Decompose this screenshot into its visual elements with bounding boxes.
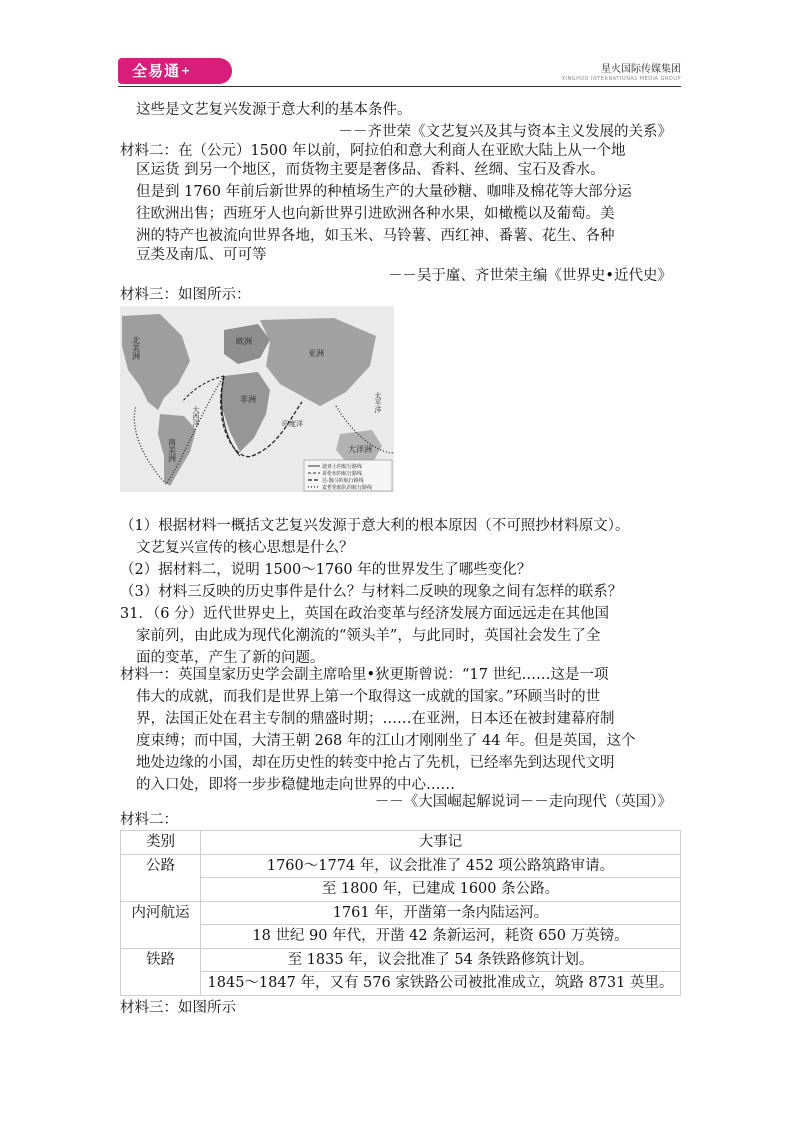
material-1-cont: 伟大的成就，而我们是世界上第一个取得这一成就的国家。”环顾当时的世 xyxy=(136,689,601,705)
event-cell: 18 世纪 90 年代，开凿 42 条新运河，耗资 650 万英镑。 xyxy=(201,925,681,949)
material-1-cont: 度束缚；而中国，大清王朝 268 年的江山才刚刚坐了 44 年。但是英国，这个 xyxy=(136,733,636,749)
category-cell: 铁路 xyxy=(121,948,201,995)
publisher-name xyxy=(562,60,681,82)
legend-da-gama: 达·伽马的航行路线 xyxy=(322,478,364,484)
voyage-route-map xyxy=(120,306,394,492)
table-row xyxy=(121,901,681,925)
material-1: 材料一：英国皇家历史学会副主席哈里•狄更斯曾说：“17 世纪……这是一项 xyxy=(120,667,609,683)
text-line: 区运货 到另一个地区，而货物主要是奢侈品、香料、丝绸、宝石及香水。 xyxy=(136,162,605,178)
table-row xyxy=(121,878,681,902)
event-cell: 1761 年，开凿第一条内陆运河。 xyxy=(201,901,681,925)
problem-31-cont: 家前列，由此成为现代化潮流的“领头羊”，与此同时，英国社会发生了全 xyxy=(136,628,601,644)
text-line: 材料二：在（公元）1500 年以前，阿拉伯和意大利商人在亚欧大陆上从一个地 xyxy=(120,143,626,159)
header-events: 大事记 xyxy=(201,831,681,855)
publisher-title: 星火国际传媒集团 xyxy=(601,64,681,75)
legend-dias: 迪亚士的航行路线 xyxy=(322,464,363,470)
source-citation: －－《大国崛起解说词－－走向现代（英国）》 xyxy=(374,794,672,810)
category-cell: 内河航运 xyxy=(121,901,201,948)
event-cell: 1845～1847 年，又有 576 家铁路公司被批准成立，筑路 8731 英里。 xyxy=(201,972,681,996)
legend-magellan: 麦哲伦船队的航行路线 xyxy=(322,485,373,491)
category-cell: 公路 xyxy=(121,854,201,901)
event-cell: 1760～1774 年，议会批准了 452 项公路筑路审请。 xyxy=(201,854,681,878)
material-1-cont: 地处边缘的小国，却在历史性的转变中抢占了先机，已经率先到达现代文明 xyxy=(136,755,615,771)
text-line: 洲的特产也被流向世界各地，如玉米、马铃薯、西红神、番薯、花生、各种 xyxy=(136,228,615,244)
map-label-asia: 亚洲 xyxy=(308,349,324,358)
table-row xyxy=(121,925,681,949)
table-header-row xyxy=(121,831,681,855)
text-line: 但是到 1760 年前后新世界的种植场生产的大量砂糖、咖啡及棉花等大部分运 xyxy=(136,184,632,200)
map-label-atlantic: 大西洋 xyxy=(192,406,200,427)
publisher-subtitle: XINGHUO INTERNATIONAL MEDIA GROUP xyxy=(561,76,681,82)
map-label-africa: 非洲 xyxy=(240,395,256,404)
source-citation: －－齐世荣《文艺复兴及其与资本主义发展的关系》 xyxy=(338,124,672,140)
material-3-heading: 材料三：如图所示 xyxy=(120,1000,236,1016)
events-table xyxy=(120,830,681,996)
problem-31-cont: 面的变革，产生了新的问题。 xyxy=(136,650,325,666)
table-row xyxy=(121,854,681,878)
map-label-oceania: 大洋洲 xyxy=(348,445,372,454)
question-3: （3）材料三反映的历史事件是什么？与材料二反映的现象之间有怎样的联系？ xyxy=(120,584,623,600)
table-row xyxy=(121,972,681,996)
problem-31: 31．（6 分）近代世界史上，英国在政治变革与经济发展方面远远走在其他国 xyxy=(120,606,610,622)
text-line: 豆类及南瓜、可可等 xyxy=(136,247,267,263)
event-cell: 至 1800 年，已建成 1600 条公路。 xyxy=(201,878,681,902)
table-row xyxy=(121,948,681,972)
question-2: （2）据材料二，说明 1500～1760 年的世界发生了哪些变化？ xyxy=(120,562,532,578)
map-label-pacific: 太平洋 xyxy=(374,392,382,413)
logo-text: 全易通 xyxy=(132,62,181,80)
source-citation: －－吴于廑、齐世荣主编《世界史•近代史》 xyxy=(387,268,672,284)
map-label-europe: 欧洲 xyxy=(236,337,252,346)
legend-columbus: 哥伦布的航行路线 xyxy=(322,471,363,477)
page-header xyxy=(118,58,681,84)
brand-logo xyxy=(118,58,232,84)
question-1: （1）根据材料一概括文艺复兴发源于意大利的根本原因（不可照抄材料原文）。 xyxy=(120,518,630,534)
header-category: 类别 xyxy=(121,831,201,855)
map-label-south-america: 南美洲 xyxy=(167,438,177,462)
text-line: 往欧洲出售；西班牙人也向新世界引进欧洲各种水果，如橄榄以及葡萄。美 xyxy=(136,206,615,222)
map-label-north-america: 北美洲 xyxy=(131,336,141,360)
material-1-cont: 界，法国正处在君主专制的鼎盛时期；……在亚洲，日本还在被封建幕府制 xyxy=(136,711,615,727)
header-divider xyxy=(118,86,681,87)
material-heading: 材料三：如图所示： xyxy=(120,287,251,303)
logo-plus: + xyxy=(181,64,192,77)
material-1-cont: 的入口处，即将一步步稳健地走向世界的中心…… xyxy=(136,777,455,793)
event-cell: 至 1835 年，议会批准了 54 条铁路修筑计划。 xyxy=(201,948,681,972)
material-2-heading: 材料二： xyxy=(120,812,178,828)
text-line: 这些是文艺复兴发源于意大利的基本条件。 xyxy=(136,102,412,118)
question-1-cont: 文艺复兴宣传的核心思想是什么？ xyxy=(136,540,354,556)
map-label-indian-ocean: 印度洋 xyxy=(282,420,303,428)
